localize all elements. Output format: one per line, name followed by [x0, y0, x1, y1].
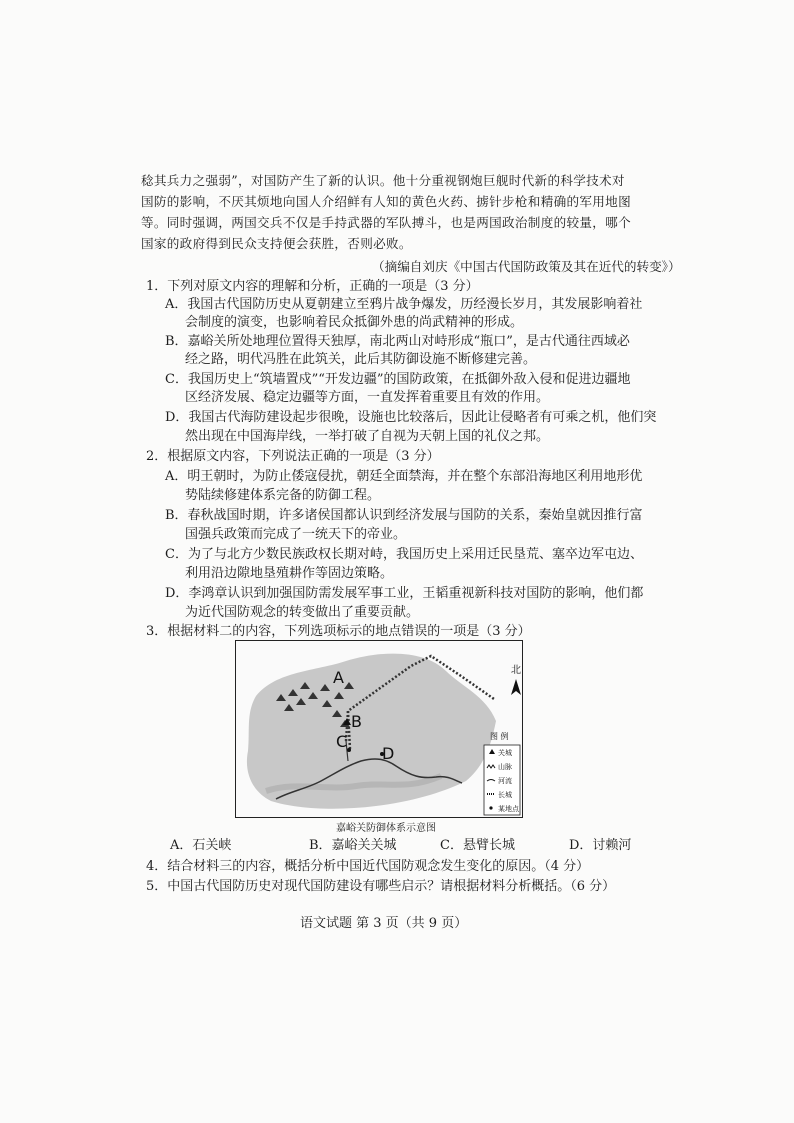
legend-title: 图 例: [490, 732, 509, 741]
north-label: 北: [511, 665, 521, 676]
passage-line-1: 稔其兵力之强弱”，对国防产生了新的认识。他十分重视钢炮巨舰时代新的科学技术对: [141, 173, 625, 188]
q1-option-c-line2: 区经济发展、稳定边疆等方面，一直发挥着重要且有效的作用。: [185, 390, 550, 405]
question-3-stem: 3．根据材料二的内容，下列选项标示的地点错误的一项是（3 分）: [146, 624, 531, 639]
q1-option-d-line1: D．我国古代海防建设起步很晚，设施也比较落后，因此让侵略者有可乘之机，他们突: [165, 410, 657, 425]
q2-option-a-line1: A．明王朝时，为防止倭寇侵扰，朝廷全面禁海，并在整个东部沿海地区利用地形优: [165, 469, 643, 484]
q2-option-c-line2: 利用沿边隙地垦殖耕作等固边策略。: [185, 566, 394, 581]
q1-option-d-line2: 然出现在中国海岸线，一举打破了自视为天朝上国的礼仪之邦。: [185, 429, 550, 444]
q2-option-a-line2: 势陆续修建体系完备的防御工程。: [185, 488, 381, 503]
label-d: D: [382, 744, 395, 763]
legend-item-1: 关城: [498, 749, 512, 757]
label-c: C: [336, 732, 348, 751]
passage-line-2: 国防的影响，不厌其烦地向国人介绍鲜有人知的黄色火药、掳针步枪和精确的军用地图: [141, 194, 631, 209]
question-2-stem: 2．根据原文内容，下列说法正确的一项是（3 分）: [146, 449, 440, 464]
map-figure: [236, 641, 522, 817]
q2-option-d-line1: D．李鸿章认识到加强国防需发展军事工业，王韬重视新科技对国防的影响，他们都: [165, 586, 644, 601]
q3-choice-c: C．悬臂长城: [440, 838, 515, 853]
q2-option-b-line2: 国强兵政策而完成了一统天下的帝业。: [185, 527, 407, 542]
legend-item-5: 某地点: [498, 805, 519, 813]
jiayuguan-map: [235, 640, 523, 818]
point-c-dot: [347, 748, 351, 752]
passage-source: （摘编自刘庆《中国古代国防政策及其在近代的转变》）: [372, 259, 681, 274]
label-b: B: [351, 712, 362, 731]
q1-option-a-line2: 会制度的演变，也影响着民众抵御外患的尚武精神的形成。: [185, 315, 524, 330]
q1-option-c-line1: C．我国历史上“筑墙置戍”“开发边疆”的国防政策，在抵御外敌入侵和促进边疆地: [165, 372, 631, 387]
q3-choice-a: A．石关峡: [170, 838, 232, 853]
question-1-stem: 1．下列对原文内容的理解和分析，正确的一项是（3 分）: [146, 279, 479, 294]
q2-option-b-line1: B．春秋战国时期，许多诸侯国都认识到经济发展与国防的关系，秦始皇就因推行富: [165, 508, 643, 523]
legend-item-3: 河流: [498, 777, 512, 785]
q1-option-b-line1: B．嘉峪关所处地理位置得天独厚，南北两山对峙形成“瓶口”，是古代通往西域必: [165, 334, 630, 349]
q1-option-b-line2: 经之路，明代冯胜在此筑关，此后其防御设施不断修建完善。: [185, 352, 537, 367]
q1-option-a-line1: A．我国古代国防历史从夏朝建立至鸦片战争爆发，历经漫长岁月，其发展影响着社: [165, 297, 643, 312]
north-arrow-icon: [511, 679, 521, 695]
legend-point-icon: [489, 806, 492, 809]
label-a: A: [333, 668, 344, 687]
q2-option-d-line2: 为近代国防观念的转变做出了重要贡献。: [185, 605, 420, 620]
map-caption: 嘉峪关防御体系示意图: [336, 823, 436, 834]
q3-choice-b: B．嘉峪关关城: [309, 838, 397, 853]
passage-line-3: 等。同时强调，两国交兵不仅是手持武器的军队搏斗，也是两国政治制度的较量，哪个: [141, 215, 631, 230]
question-5: 5．中国古代国防历史对现代国防建设有哪些启示？请根据材料分析概括。（6 分）: [146, 879, 616, 894]
passage-line-4: 国家的政府得到民众支持便会获胜，否则必败。: [141, 236, 412, 251]
question-4: 4．结合材料三的内容，概括分析中国近代国防观念发生变化的原因。（4 分）: [146, 859, 590, 874]
legend-item-4: 长城: [498, 791, 512, 799]
legend-item-2: 山脉: [498, 763, 512, 771]
q2-option-c-line1: C．为了与北方少数民族政权长期对峙，我国历史上采用迁民垦荒、塞卒边军屯边、: [165, 547, 643, 562]
q3-choice-d: D．讨赖河: [569, 838, 632, 853]
page-footer: 语文试题 第 3 页（共 9 页）: [300, 916, 468, 931]
